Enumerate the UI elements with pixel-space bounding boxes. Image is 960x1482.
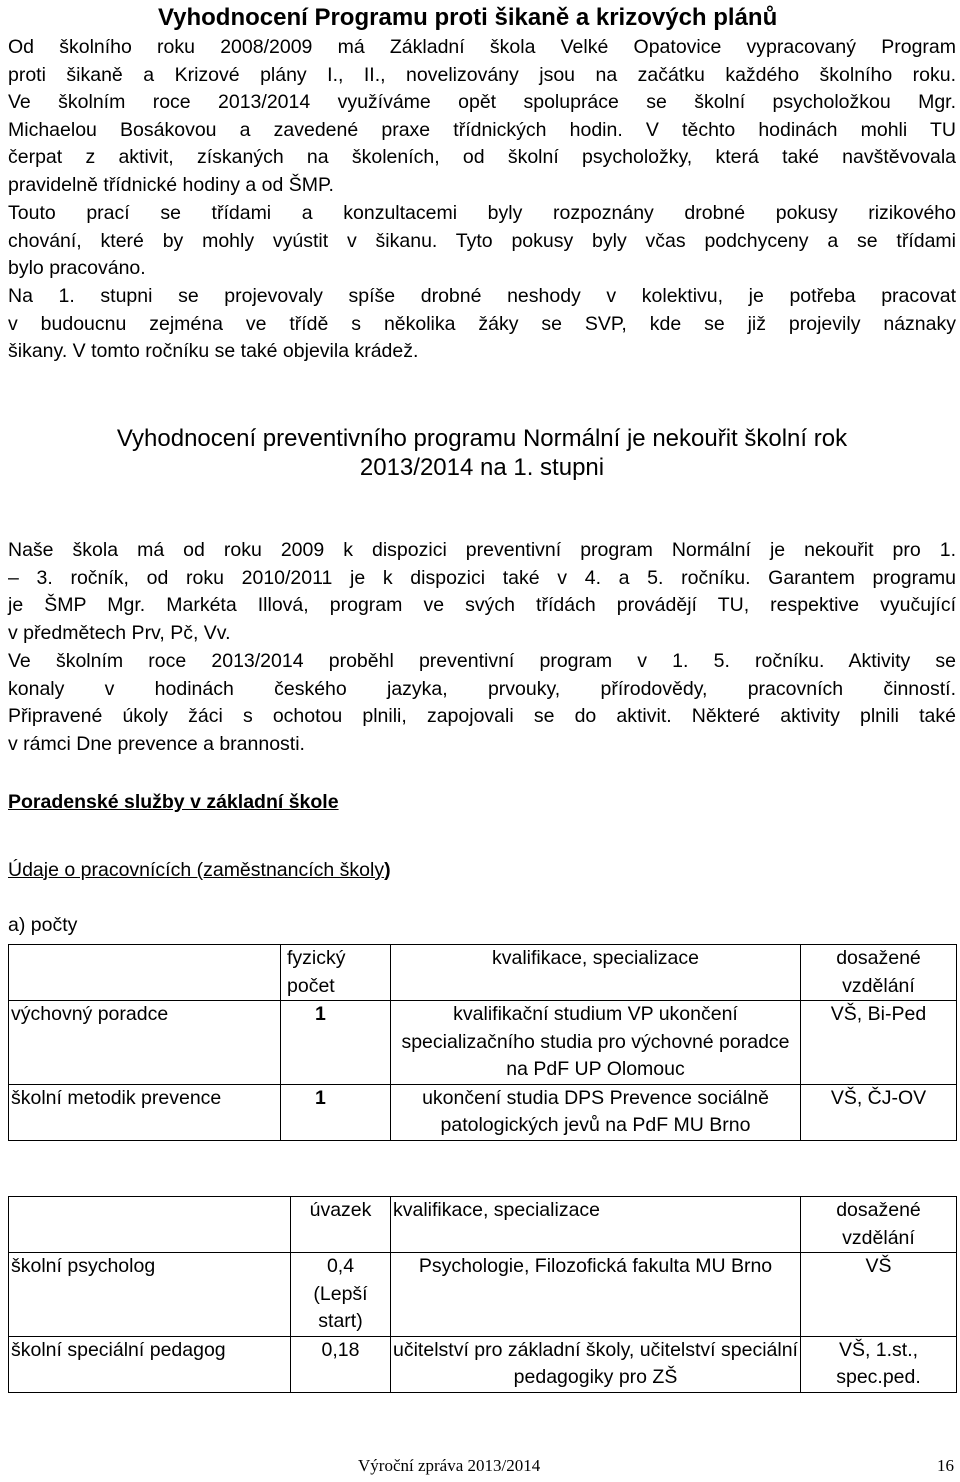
- text-line: v budoucnu zejména ve třídě s několika žáky se SVP, kde se již projevily náznaky: [8, 312, 956, 335]
- table-header-cell: kvalifikace, specializace: [391, 945, 801, 1001]
- staff-table-specialists: [8, 1196, 957, 1393]
- table-cell-load: 0,18: [291, 1336, 391, 1392]
- paragraph-prevention-program: [8, 537, 956, 647]
- text-line: šikany. V tomto ročníku se také objevila krádež.: [8, 340, 419, 362]
- table-header-cell: úvazek: [291, 1197, 391, 1253]
- table-cell-qualification: učitelství pro základní školy, učitelství speciální pedagogiky pro ZŠ: [391, 1336, 801, 1392]
- text-line: bylo pracováno.: [8, 257, 146, 279]
- table-header-row: [9, 1197, 957, 1253]
- table-header-cell: dosažené vzdělání: [801, 945, 957, 1001]
- text-line: čerpat z aktivit, získaných na školeních, od školní psycholožky, která také navštěvovala: [8, 146, 956, 168]
- section-heading-prevention: [8, 424, 956, 482]
- table-cell-role: výchovný poradce: [9, 1001, 281, 1085]
- text-line: v rámci Dne prevence a brannosti.: [8, 732, 305, 755]
- table-cell-role: školní psycholog: [9, 1253, 291, 1337]
- heading-line: 2013/2014 na 1. stupni: [359, 454, 605, 481]
- table-header-cell: [9, 945, 281, 1001]
- table-header-cell: dosažené vzdělání: [801, 1197, 957, 1253]
- table-header-cell: fyzický počet: [281, 945, 391, 1001]
- list-item-a: a) počty: [8, 914, 78, 936]
- table-cell-qualification: kvalifikační studium VP ukončení specializačního studia pro výchovné poradce na PdF UP Olomouc: [391, 1001, 801, 1085]
- table-header-row: [9, 945, 957, 1001]
- table-cell-count: 1: [281, 1001, 391, 1085]
- subheading-staff: [8, 857, 956, 885]
- subheading-staff-text: Údaje o pracovnících (zaměstnancích školy: [8, 859, 385, 881]
- table-cell-role: školní speciální pedagog: [9, 1336, 291, 1392]
- section-heading-counselling-wrap: [8, 789, 956, 817]
- table-cell-education: VŠ, ČJ-OV: [801, 1084, 957, 1140]
- text-line: pravidelně třídnické hodiny a od ŠMP.: [8, 173, 334, 196]
- text-line: Michaelou Bosákovou a zavedené praxe třídnických hodin. V těchto hodinách mohli TU: [8, 118, 956, 141]
- staff-table-counsellors: [8, 944, 957, 1141]
- table-cell-education: VŠ, 1.st., spec.ped.: [801, 1336, 957, 1392]
- footer-page-number: 16: [937, 1456, 954, 1475]
- paragraph-prevention-activities: [8, 648, 956, 758]
- heading-line: Vyhodnocení preventivního programu Normální je nekouřit školní rok: [116, 425, 848, 452]
- text-line: Od školního roku 2008/2009 má Základní škola Velké Opatovice vypracovaný Program: [8, 36, 956, 58]
- text-line: Ve školním roce 2013/2014 využíváme opět spolupráce se školní psycholožkou Mgr.: [8, 91, 956, 113]
- text-line: Naše škola má od roku 2009 k dispozici preventivní program Normální je nekouřit pro 1.: [8, 539, 956, 561]
- table-row: [9, 1253, 957, 1337]
- table-cell-education: VŠ: [801, 1253, 957, 1337]
- table-row: [9, 1001, 957, 1085]
- table-row: [9, 1084, 957, 1140]
- table-cell-role: školní metodik prevence: [9, 1084, 281, 1140]
- text-line: v předmětech Prv, Pč, Vv.: [8, 621, 231, 644]
- table-cell-count: 1: [281, 1084, 391, 1140]
- table-row: [9, 1336, 957, 1392]
- paragraph-bullying-program: [8, 34, 956, 199]
- section-heading-counselling: Poradenské služby v základní škole: [8, 791, 339, 813]
- text-line: Připravené úkoly žáci s ochotou plnili, zapojovali se do aktivit. Některé aktivity plnili také: [8, 705, 956, 727]
- text-line: chování, které by mohly vyústit v šikanu. Tyto pokusy byly včas podchyceny a se třídami: [8, 229, 956, 252]
- text-line: proti šikaně a Krizové plány I., II., novelizovány jsou na začátku každého školního roku.: [8, 63, 956, 86]
- table-cell-qualification: Psychologie, Filozofická fakulta MU Brno: [391, 1253, 801, 1337]
- text-line: Na 1. stupni se projevovaly spíše drobné neshody v kolektivu, je potřeba pracovat: [8, 285, 956, 307]
- text-line: konaly v hodinách českého jazyka, prvouky, přírodovědy, pracovních činností.: [8, 677, 956, 700]
- footer-report-title: Výroční zpráva 2013/2014: [358, 1456, 541, 1475]
- text-line: Ve školním roce 2013/2014 proběhl preventivní program v 1. 5. ročníku. Aktivity se: [8, 650, 956, 672]
- table-header-cell: [9, 1197, 291, 1253]
- text-line: Touto prací se třídami a konzultacemi byly rozpoznány drobné pokusy rizikového: [8, 202, 956, 224]
- table-cell-qualification: ukončení studia DPS Prevence sociálně patologických jevů na PdF MU Brno: [391, 1084, 801, 1140]
- table-header-cell: kvalifikace, specializace: [391, 1197, 801, 1253]
- text-line: je ŠMP Mgr. Markéta Illová, program ve svých třídách provádějí TU, respektive vyučující: [8, 594, 956, 616]
- paragraph-first-grade: [8, 283, 956, 366]
- table-cell-load: 0,4 (Lepší start): [291, 1253, 391, 1337]
- paragraph-risk-behaviour: [8, 200, 956, 283]
- subheading-staff-paren: ): [384, 859, 391, 881]
- text-line: – 3. ročník, od roku 2010/2011 je k dispozici také v 4. a 5. ročníku. Garantem programu: [8, 566, 956, 589]
- table-cell-education: VŠ, Bi-Ped: [801, 1001, 957, 1085]
- section-heading-bullying: Vyhodnocení Programu proti šikaně a krizových plánů: [158, 4, 778, 31]
